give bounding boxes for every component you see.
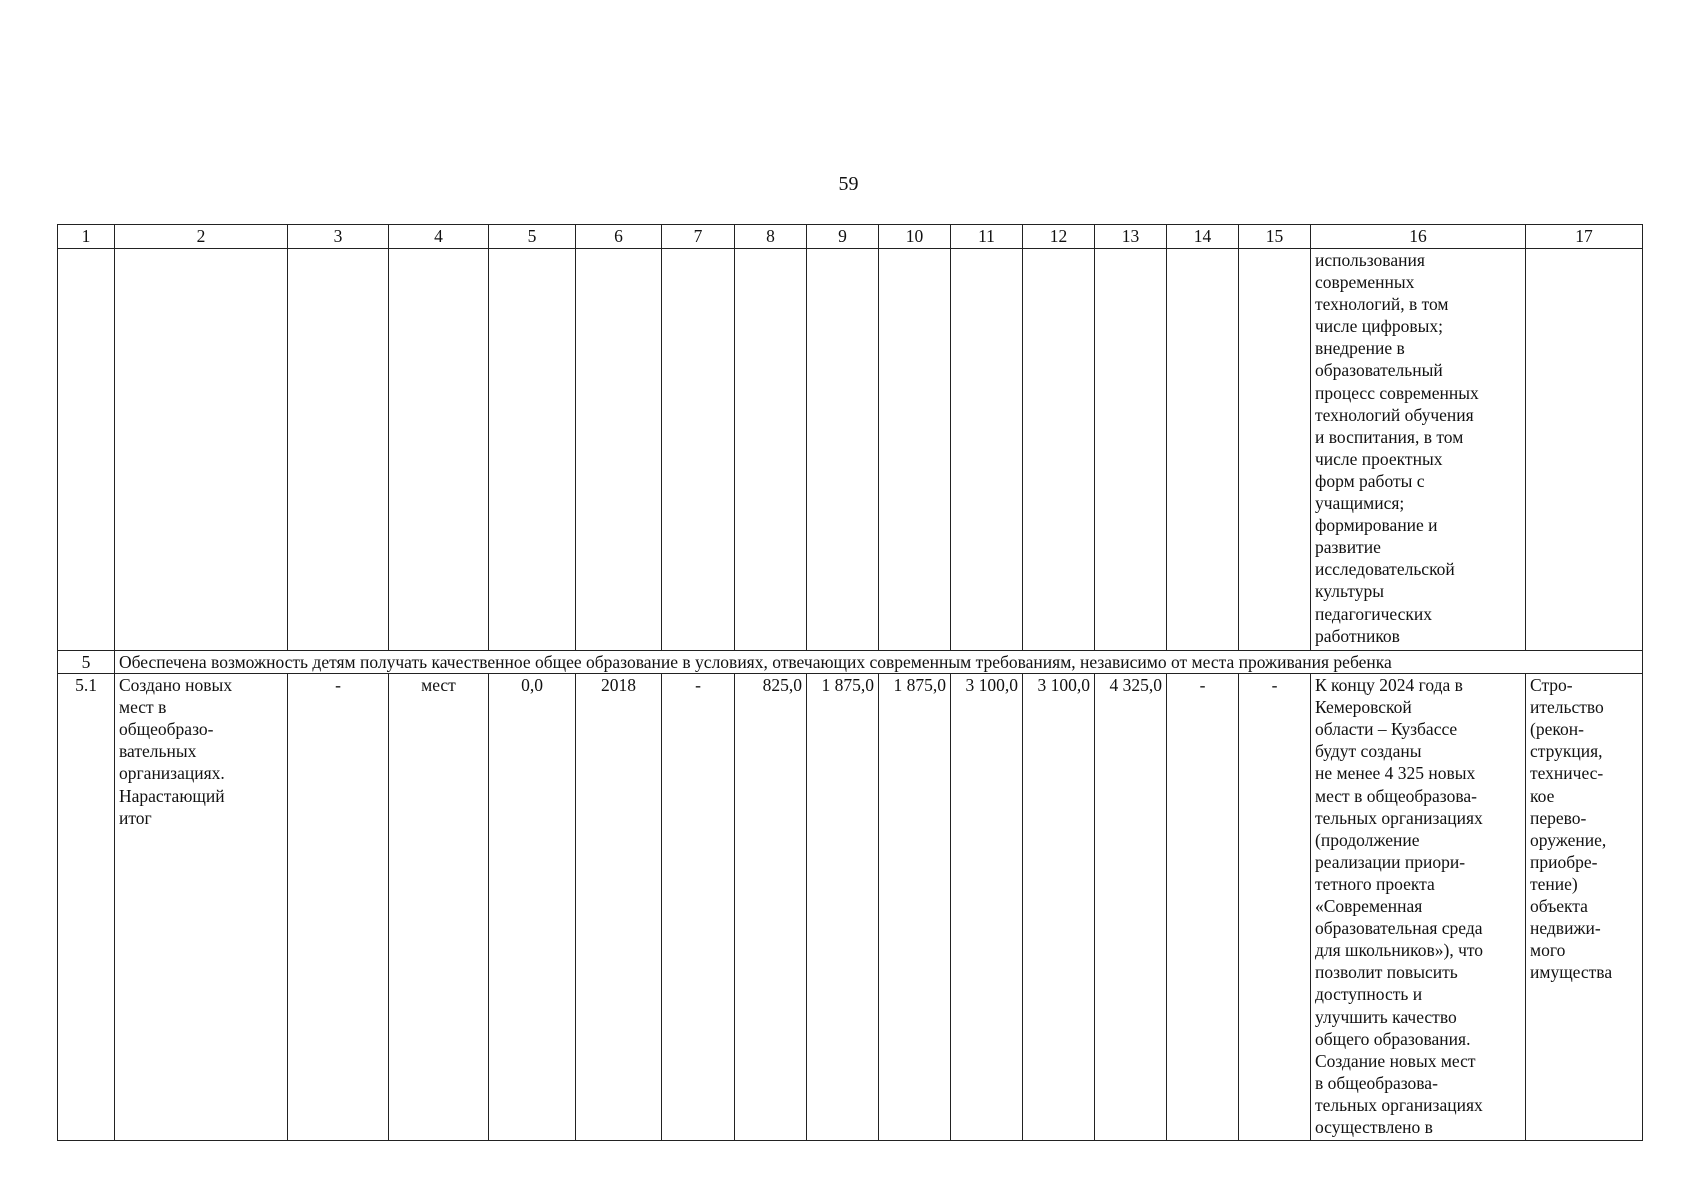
continued-description-cell: использования современных технологий, в том числе цифровых; внедрение в образовательный процесс современных технологий обучения и воспитания, в том числе проектных форм работы с учащимися; формирование и развитие исследовательской культуры педагогических работников — [1311, 249, 1526, 651]
section-row — [58, 651, 1643, 674]
indicator-value-2019: 825,0 — [735, 674, 807, 1141]
column-header: 8 — [735, 225, 807, 249]
empty-cell — [576, 249, 662, 651]
indicator-value-2023: 3 100,0 — [1023, 674, 1095, 1141]
page-number: 59 — [838, 173, 859, 195]
column-header: 15 — [1239, 225, 1311, 249]
indicator-value-2020: 1 875,0 — [807, 674, 879, 1141]
indicator-col15: - — [1239, 674, 1311, 1141]
column-header: 17 — [1526, 225, 1643, 249]
indicator-unit: мест — [389, 674, 489, 1141]
indicator-value-2021: 1 875,0 — [879, 674, 951, 1141]
indicator-activity-type: Стро- ительство (рекон- струкция, техничес- кое перево- оружение, приобре- тение) объекта недвижи- мого имущества — [1526, 674, 1643, 1141]
column-header: 14 — [1167, 225, 1239, 249]
empty-cell — [58, 249, 115, 651]
empty-cell — [807, 249, 879, 651]
column-header: 5 — [489, 225, 576, 249]
column-header: 13 — [1095, 225, 1167, 249]
empty-cell — [115, 249, 288, 651]
empty-cell — [1239, 249, 1311, 651]
indicator-col3: - — [288, 674, 389, 1141]
section-number: 5 — [58, 651, 115, 674]
empty-cell — [1095, 249, 1167, 651]
empty-cell — [389, 249, 489, 651]
empty-cell — [489, 249, 576, 651]
empty-cell — [662, 249, 735, 651]
empty-cell — [288, 249, 389, 651]
column-header: 16 — [1311, 225, 1526, 249]
column-header: 9 — [807, 225, 879, 249]
indicator-number: 5.1 — [58, 674, 115, 1141]
column-header: 3 — [288, 225, 389, 249]
indicator-value-2022: 3 100,0 — [951, 674, 1023, 1141]
empty-cell — [735, 249, 807, 651]
column-header: 12 — [1023, 225, 1095, 249]
indicator-value-2024: 4 325,0 — [1095, 674, 1167, 1141]
indicator-name: Создано новых мест в общеобразо- вательных организациях. Нарастающий итог — [115, 674, 288, 1141]
column-header-row — [58, 225, 1643, 249]
empty-cell — [879, 249, 951, 651]
indicator-row — [58, 674, 1643, 1141]
empty-cell — [1526, 249, 1643, 651]
indicator-description: К концу 2024 года в Кемеровской области – Кузбассе будут созданы не менее 4 325 новых мест в общеобразова- тельных организациях (продолжение реализации приори- тетного проекта «Современная образовательная среда для школьников»), что позволит повысить доступность и улучшить качество общего образования. Создание новых мест в общеобразова- тельных организациях осуществлено в — [1311, 674, 1526, 1141]
empty-cell — [951, 249, 1023, 651]
data-table — [57, 224, 1643, 1141]
indicator-col7: - — [662, 674, 735, 1141]
column-header: 7 — [662, 225, 735, 249]
column-header: 1 — [58, 225, 115, 249]
column-header: 4 — [389, 225, 489, 249]
column-header: 10 — [879, 225, 951, 249]
column-header: 6 — [576, 225, 662, 249]
empty-cell — [1023, 249, 1095, 651]
continued-row — [58, 249, 1643, 651]
column-header: 11 — [951, 225, 1023, 249]
indicator-base-year: 2018 — [576, 674, 662, 1141]
empty-cell — [1167, 249, 1239, 651]
section-title: Обеспечена возможность детям получать качественное общее образование в условиях, отвечающих современным требованиям, независимо от места проживания ребенка — [115, 651, 1643, 674]
indicator-col14: - — [1167, 674, 1239, 1141]
column-header: 2 — [115, 225, 288, 249]
indicator-base-value: 0,0 — [489, 674, 576, 1141]
